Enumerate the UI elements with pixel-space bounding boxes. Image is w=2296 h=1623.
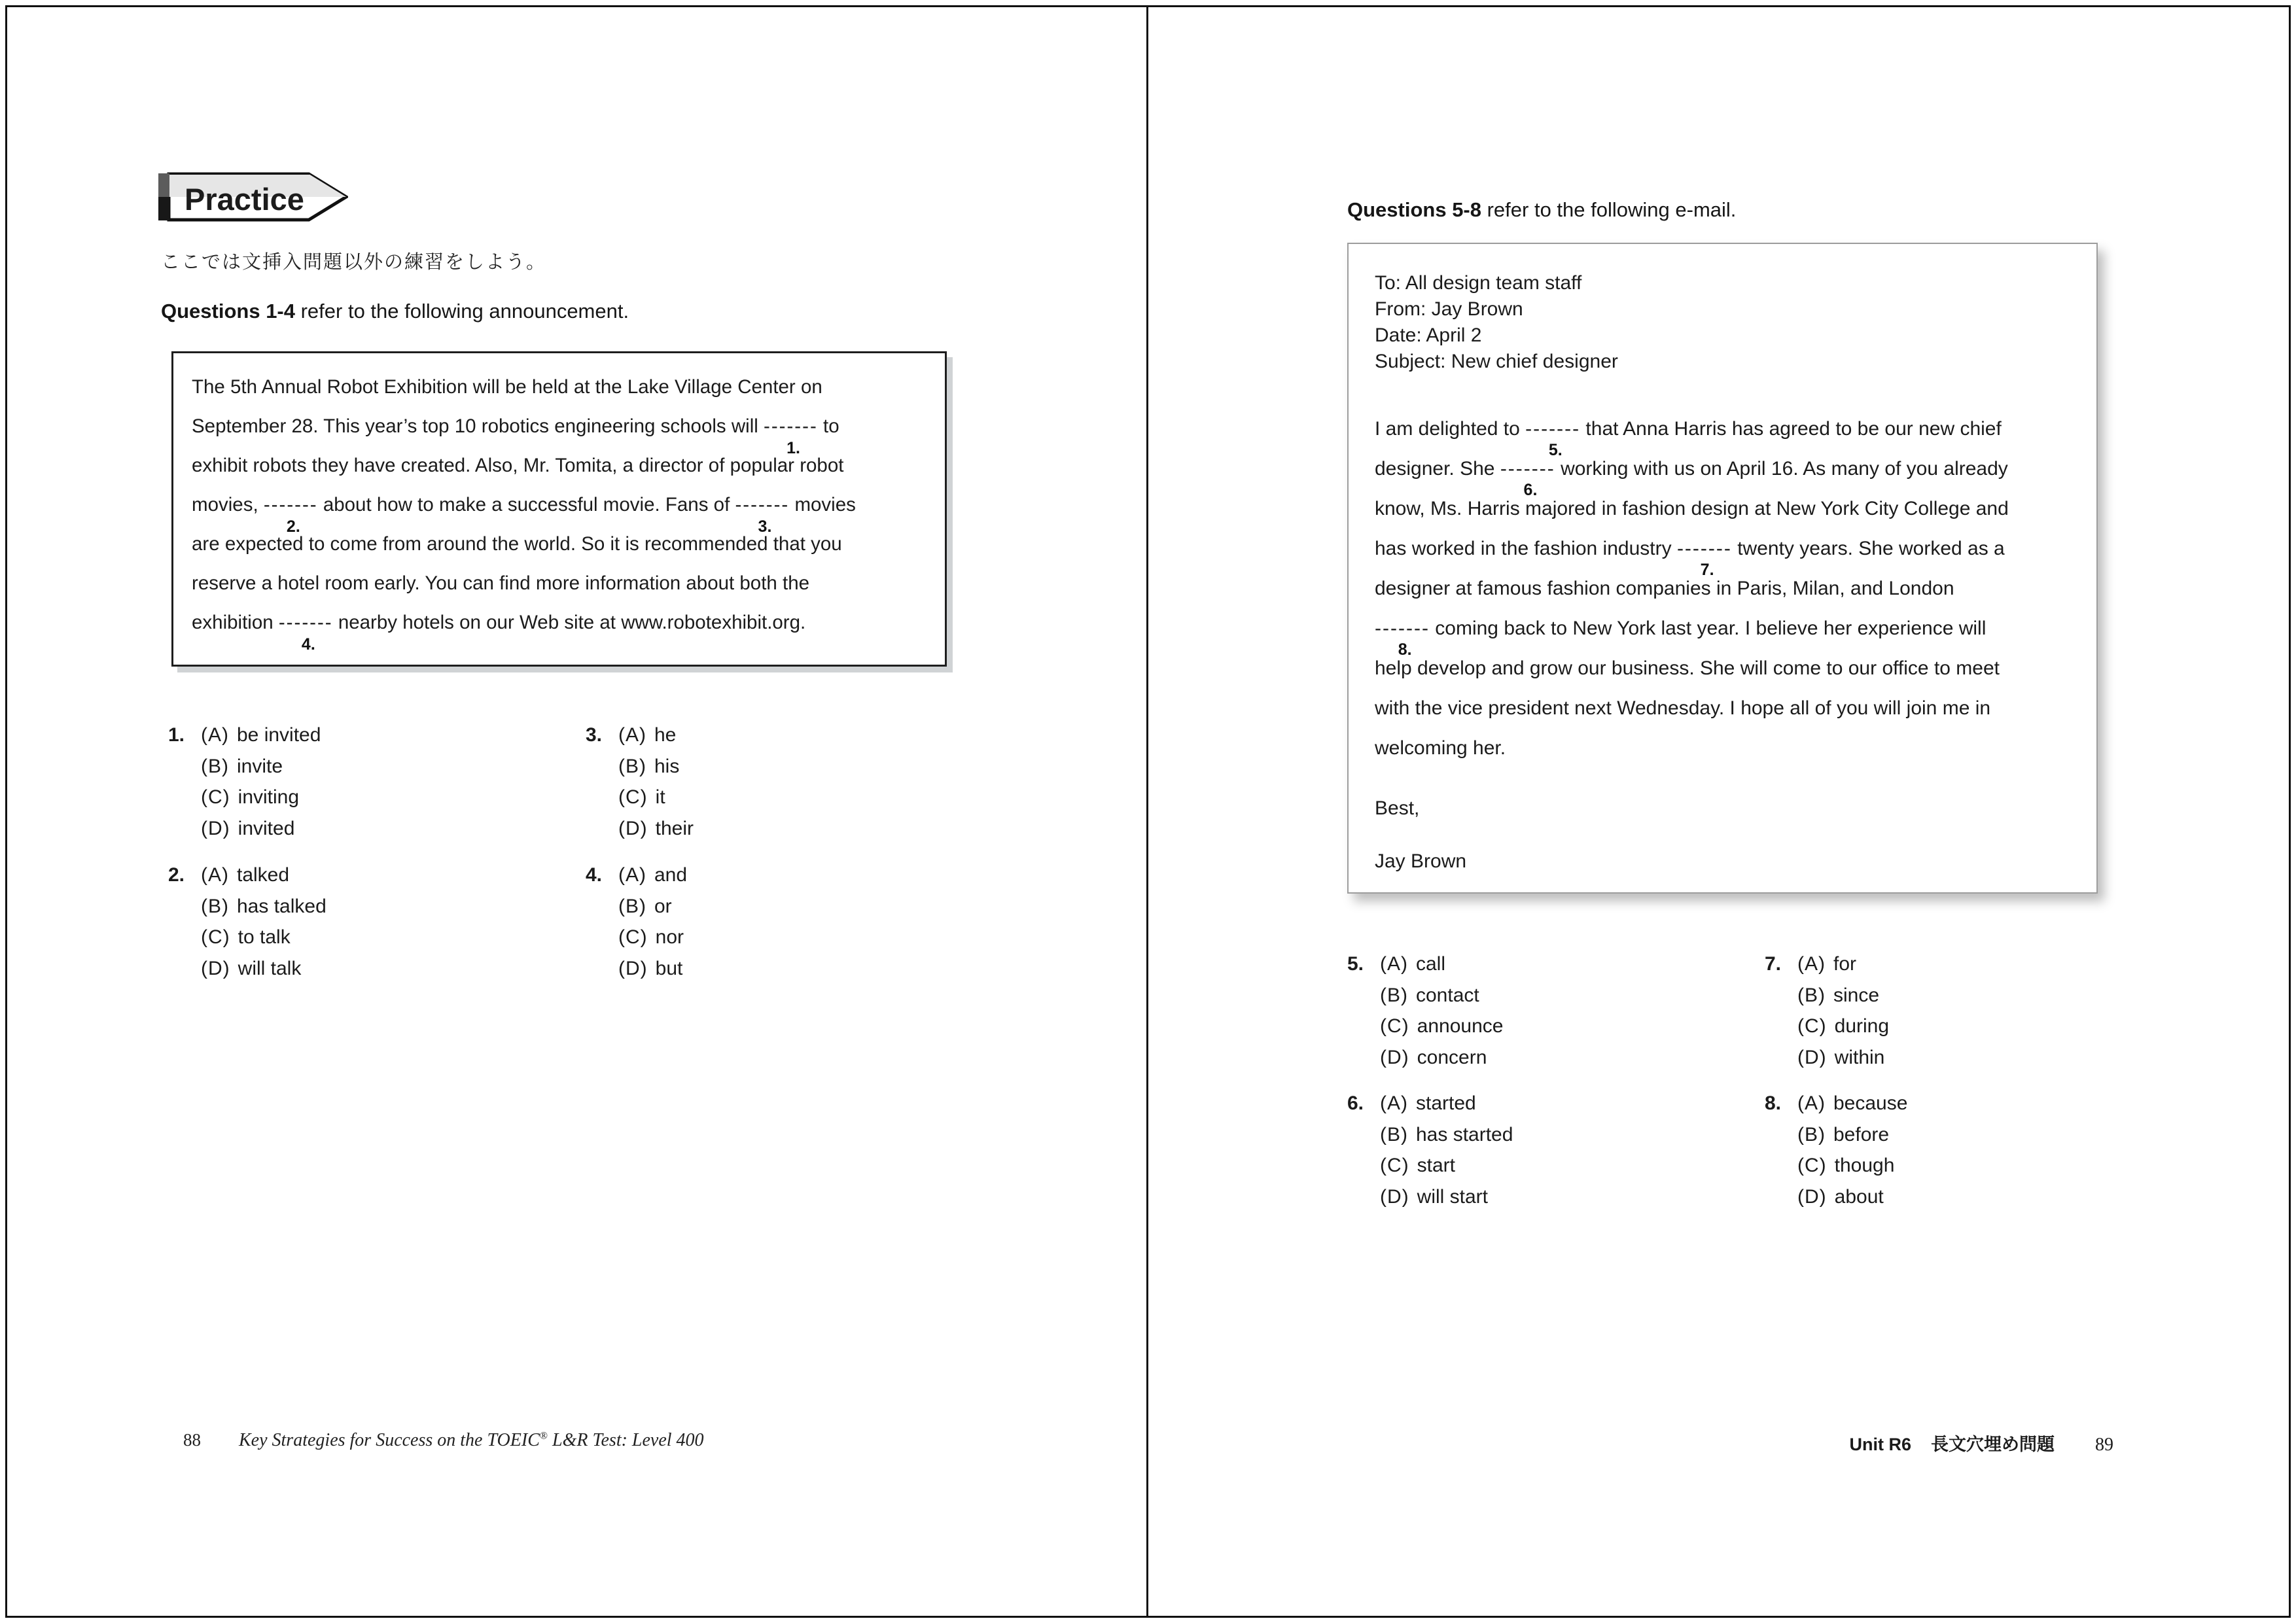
option-row <box>1765 980 1889 1011</box>
option-text: his <box>654 755 680 777</box>
option-row <box>586 860 687 891</box>
option-letter: (B) <box>201 755 229 777</box>
blank-7 <box>1676 529 1732 579</box>
question-number: 7. <box>1765 953 1782 975</box>
option-row <box>1765 1181 1907 1213</box>
question-8 <box>1765 1088 1907 1212</box>
text-line: welcoming her. <box>1375 737 1506 759</box>
question-number: 2. <box>168 864 185 886</box>
email-header <box>1375 270 2096 375</box>
option-letter: (B) <box>1797 1123 1826 1145</box>
text-line: September 28. This year’s top 10 robotics engineering schools will ------- 1. to <box>192 407 945 446</box>
option-row <box>1347 949 1503 980</box>
option-letter: (A) <box>201 724 229 746</box>
blank-dashes: ------- <box>1525 418 1581 440</box>
questions-1-4-label: Questions 1-4 <box>161 300 295 323</box>
option-letter: (A) <box>618 864 646 886</box>
blank-number: 4. <box>301 635 315 654</box>
question-5 <box>1347 949 1503 1073</box>
option-text: talked <box>237 864 290 886</box>
option-row <box>168 782 321 813</box>
unit-title-japanese: 長文穴埋め問題 <box>1931 1435 2055 1454</box>
banner-left-bar-bottom <box>158 197 169 220</box>
option-letter: (A) <box>618 724 646 746</box>
option-text: invite <box>237 755 283 777</box>
option-letter: (A) <box>1380 953 1408 975</box>
email-box <box>1347 243 2098 894</box>
option-letter: (D) <box>1380 1046 1409 1068</box>
question-1 <box>168 720 321 844</box>
text-line: I am delighted to ------- 5. that Anna Harris has agreed to be our new chief <box>1375 409 2096 449</box>
option-text: nor <box>655 926 684 948</box>
option-letter: (C) <box>618 786 648 808</box>
blank-number: 5. <box>1548 441 1563 459</box>
blank-8 <box>1375 608 1430 659</box>
question-number: 4. <box>586 864 603 886</box>
option-row <box>168 751 321 782</box>
option-letter: (A) <box>1797 953 1826 975</box>
option-row <box>1765 1088 1907 1119</box>
question-6 <box>1347 1088 1513 1212</box>
option-row <box>586 720 694 751</box>
option-row <box>168 813 321 845</box>
questions-5-8-ref-line <box>1347 198 1736 222</box>
option-text: about <box>1834 1185 1884 1208</box>
option-text: within <box>1834 1046 1885 1068</box>
text-line: help develop and grow our business. She will come to our office to meet <box>1375 657 2000 679</box>
banner-left-bar-top <box>158 173 169 197</box>
option-letter: (B) <box>618 755 646 777</box>
option-row <box>1347 1042 1503 1073</box>
option-row <box>168 953 327 985</box>
option-letter: (B) <box>1380 1123 1408 1145</box>
blank-number: 8. <box>1398 640 1412 659</box>
option-row <box>586 813 694 845</box>
option-letter: (D) <box>618 817 648 839</box>
option-letter: (D) <box>1380 1185 1409 1208</box>
question-number: 3. <box>586 724 603 746</box>
page-divider <box>1146 5 1148 1618</box>
option-letter: (D) <box>1797 1185 1827 1208</box>
left-page-number: 88 <box>183 1430 201 1450</box>
questions-5-8-ref-rest: refer to the following e-mail. <box>1481 198 1737 221</box>
option-letter: (D) <box>1797 1046 1827 1068</box>
option-row <box>1347 1088 1513 1119</box>
option-letter: (A) <box>1797 1092 1826 1114</box>
question-4 <box>586 860 687 984</box>
blank-number: 1. <box>786 439 800 457</box>
text-line: ------- 8. coming back to New York last year. I believe her experience will <box>1375 608 2096 648</box>
option-row <box>1347 980 1503 1011</box>
option-letter: (B) <box>1797 984 1826 1006</box>
text-line: Date: April 2 <box>1375 324 1482 346</box>
option-text: invited <box>238 817 295 839</box>
question-3 <box>586 720 694 844</box>
blank-dashes: ------- <box>735 494 790 515</box>
option-row <box>1347 1181 1513 1213</box>
blank-1 <box>764 407 818 457</box>
blank-number: 7. <box>1700 561 1714 579</box>
questions-1-4-ref-rest: refer to the following announcement. <box>295 300 629 323</box>
blank-dashes: ------- <box>764 415 818 437</box>
blank-3 <box>735 485 790 536</box>
option-row <box>168 922 327 953</box>
questions-1-4-ref-line <box>161 300 629 323</box>
option-row <box>168 891 327 922</box>
option-row <box>1765 1011 1889 1042</box>
option-letter: (A) <box>1380 1092 1408 1114</box>
option-row <box>586 782 694 813</box>
email-body <box>1375 409 2096 768</box>
option-row <box>1347 1011 1503 1042</box>
text-line: know, Ms. Harris majored in fashion design at New York City College and <box>1375 498 2009 519</box>
option-text: start <box>1417 1155 1456 1176</box>
text-line: Subject: New chief designer <box>1375 351 1618 372</box>
text-line: reserve a hotel room early. You can find more information about both the <box>192 572 810 594</box>
text-line: has worked in the fashion industry ------- 7. twenty years. She worked as a <box>1375 529 2096 568</box>
text-line: exhibit robots they have created. Also, Mr. Tomita, a director of popular robot <box>192 455 844 476</box>
option-text: call <box>1416 953 1446 975</box>
questions-5-8-label: Questions 5-8 <box>1347 198 1481 221</box>
option-letter: (D) <box>618 957 648 979</box>
option-text: because <box>1833 1092 1908 1114</box>
book-title-text: Key Strategies for Success on the TOEIC <box>239 1430 540 1450</box>
left-page-footer <box>183 1430 704 1451</box>
text-line: exhibition ------- 4. nearby hotels on our Web site at www.robotexhibit.org. <box>192 603 945 642</box>
blank-dashes: ------- <box>1375 618 1430 639</box>
blank-6 <box>1500 449 1555 499</box>
question-number: 6. <box>1347 1092 1364 1114</box>
question-number: 5. <box>1347 953 1364 975</box>
option-text: their <box>655 817 694 839</box>
option-row <box>1765 949 1889 980</box>
option-letter: (D) <box>201 957 230 979</box>
option-letter: (B) <box>618 895 646 917</box>
option-letter: (C) <box>1380 1015 1409 1037</box>
option-row <box>1765 1150 1907 1181</box>
option-row <box>168 860 327 891</box>
question-number: 8. <box>1765 1092 1782 1114</box>
option-row <box>168 720 321 751</box>
option-row <box>586 891 687 922</box>
practice-banner-label: Practice <box>185 182 304 217</box>
text-line: To: All design team staff <box>1375 272 1582 294</box>
book-title <box>239 1430 704 1451</box>
option-text: contact <box>1416 984 1479 1006</box>
text-line: From: Jay Brown <box>1375 298 1523 320</box>
option-text: before <box>1833 1123 1890 1145</box>
option-row <box>1765 1042 1889 1073</box>
option-letter: (C) <box>1797 1155 1827 1176</box>
text-line: designer at famous fashion companies in Paris, Milan, and London <box>1375 578 1954 599</box>
option-text: inviting <box>238 786 300 808</box>
announcement-box <box>171 351 947 667</box>
option-letter: (C) <box>1380 1155 1409 1176</box>
email-closing: Best, <box>1375 797 1420 819</box>
blank-dashes: ------- <box>1500 458 1555 480</box>
blank-dashes: ------- <box>1676 538 1732 559</box>
blank-dashes: ------- <box>263 494 318 515</box>
practice-banner <box>158 172 348 225</box>
option-row <box>1347 1150 1513 1181</box>
option-text: since <box>1833 984 1880 1006</box>
option-text: be invited <box>237 724 321 746</box>
blank-number: 6. <box>1523 481 1538 499</box>
option-row <box>1765 1119 1907 1151</box>
option-row <box>586 953 687 985</box>
option-letter: (C) <box>1797 1015 1827 1037</box>
text-line: movies, ------- 2. about how to make a successful movie. Fans of ------- 3. movies <box>192 485 945 525</box>
option-text: but <box>655 957 683 979</box>
option-letter: (C) <box>201 786 230 808</box>
email-signature: Jay Brown <box>1375 850 1467 872</box>
question-2 <box>168 860 327 984</box>
option-text: or <box>654 895 672 917</box>
blank-4 <box>278 603 333 654</box>
option-text: for <box>1833 953 1857 975</box>
option-text: and <box>654 864 688 886</box>
option-letter: (A) <box>201 864 229 886</box>
option-letter: (D) <box>201 817 230 839</box>
option-text: has started <box>1416 1123 1513 1145</box>
option-row <box>586 751 694 782</box>
text-line: designer. She ------- 6. working with us on April 16. As many of you already <box>1375 449 2096 489</box>
blank-2 <box>263 485 318 536</box>
option-letter: (B) <box>1380 984 1408 1006</box>
option-row <box>586 922 687 953</box>
option-text: started <box>1416 1092 1476 1114</box>
option-letter: (C) <box>618 926 648 948</box>
option-text: he <box>654 724 677 746</box>
option-text: during <box>1834 1015 1890 1037</box>
blank-5 <box>1525 409 1581 459</box>
book-title-suffix: L&R Test: Level 400 <box>548 1430 704 1450</box>
option-text: to talk <box>238 926 291 948</box>
blank-number: 3. <box>758 517 772 536</box>
unit-label: Unit R6 <box>1849 1435 1911 1454</box>
option-text: it <box>655 786 665 808</box>
option-row <box>1347 1119 1513 1151</box>
japanese-intro-text: ここでは文挿入問題以外の練習をしよう。 <box>161 252 547 273</box>
practice-banner-graphic <box>158 172 348 222</box>
question-number: 1. <box>168 724 185 746</box>
option-text: will start <box>1417 1185 1488 1208</box>
option-text: concern <box>1417 1046 1487 1068</box>
blank-dashes: ------- <box>278 612 333 633</box>
text-line: are expected to come from around the world. So it is recommended that you <box>192 533 842 555</box>
option-text: will talk <box>238 957 302 979</box>
text-line: with the vice president next Wednesday. I hope all of you will join me in <box>1375 697 1991 719</box>
option-letter: (C) <box>201 926 230 948</box>
option-letter: (B) <box>201 895 229 917</box>
option-text: announce <box>1417 1015 1504 1037</box>
text-line: The 5th Annual Robot Exhibition will be held at the Lake Village Center on <box>192 376 822 398</box>
option-text: though <box>1834 1155 1895 1176</box>
option-text: has talked <box>237 895 327 917</box>
blank-number: 2. <box>286 517 300 536</box>
right-page-number: 89 <box>2095 1435 2113 1455</box>
right-page-footer <box>1347 1430 2113 1456</box>
registered-trademark-symbol: ® <box>539 1430 548 1442</box>
question-7 <box>1765 949 1889 1073</box>
